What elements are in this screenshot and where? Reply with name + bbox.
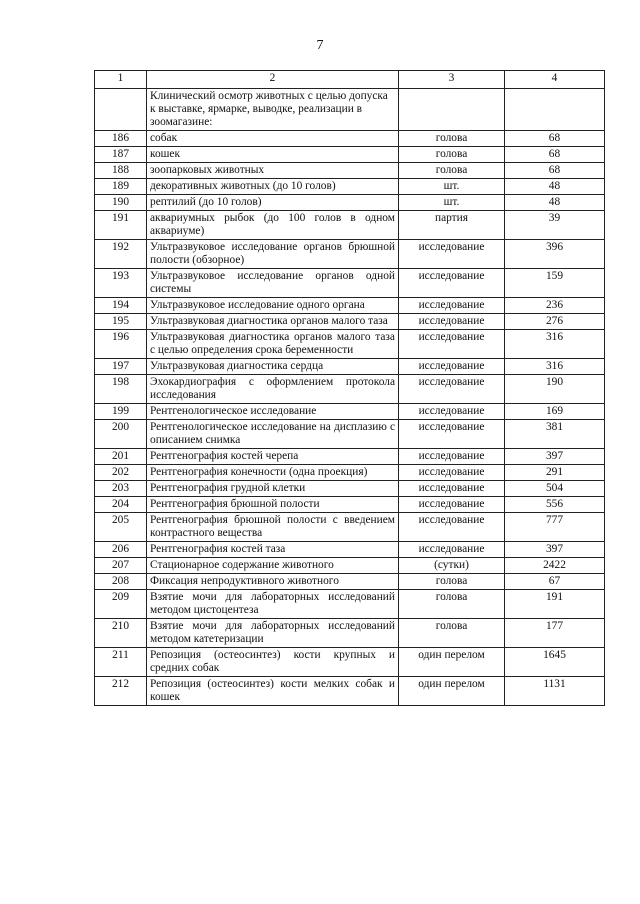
table-row (95, 542, 605, 558)
row-number: 208 (95, 574, 147, 590)
unit-cell: один перелом (399, 677, 505, 706)
price-cell: 504 (505, 481, 605, 497)
unit-cell: голова (399, 163, 505, 179)
price-cell: 291 (505, 465, 605, 481)
price-cell: 169 (505, 404, 605, 420)
unit-cell: исследование (399, 420, 505, 449)
unit-cell: исследование (399, 330, 505, 359)
row-number: 204 (95, 497, 147, 513)
page-number: 7 (316, 38, 324, 53)
header-row (95, 71, 605, 89)
intro-price-cell (505, 89, 605, 131)
unit-cell: исследование (399, 481, 505, 497)
row-number: 191 (95, 211, 147, 240)
price-cell: 556 (505, 497, 605, 513)
row-number: 210 (95, 619, 147, 648)
service-name: Ультразвуковое исследование органов одной системы (147, 269, 399, 298)
service-name: Репозиция (остеосинтез) кости мелких собак и кошек (147, 677, 399, 706)
price-cell: 777 (505, 513, 605, 542)
unit-cell: исследование (399, 240, 505, 269)
header-col-3: 3 (399, 71, 505, 89)
price-cell: 236 (505, 298, 605, 314)
unit-cell: исследование (399, 449, 505, 465)
unit-cell: исследование (399, 542, 505, 558)
row-number: 190 (95, 195, 147, 211)
service-name: кошек (147, 147, 399, 163)
service-name: Рентгенография брюшной полости с введением контрастного вещества (147, 513, 399, 542)
unit-cell: (сутки) (399, 558, 505, 574)
row-number: 193 (95, 269, 147, 298)
row-number: 189 (95, 179, 147, 195)
unit-cell: голова (399, 619, 505, 648)
unit-cell: исследование (399, 359, 505, 375)
price-cell: 68 (505, 131, 605, 147)
table-row (95, 147, 605, 163)
row-number: 199 (95, 404, 147, 420)
table-row (95, 481, 605, 497)
unit-cell: шт. (399, 179, 505, 195)
service-name: зоопарковых животных (147, 163, 399, 179)
price-cell: 397 (505, 449, 605, 465)
service-name: декоративных животных (до 10 голов) (147, 179, 399, 195)
row-number: 194 (95, 298, 147, 314)
price-cell: 48 (505, 195, 605, 211)
price-cell: 2422 (505, 558, 605, 574)
price-cell: 316 (505, 330, 605, 359)
unit-cell: шт. (399, 195, 505, 211)
price-cell: 177 (505, 619, 605, 648)
price-cell: 276 (505, 314, 605, 330)
unit-cell: исследование (399, 465, 505, 481)
row-number: 207 (95, 558, 147, 574)
service-name: Эхокардиография с оформлением протокола исследования (147, 375, 399, 404)
service-name: аквариумных рыбок (до 100 голов в одном аквариуме) (147, 211, 399, 240)
table-row (95, 449, 605, 465)
row-number: 200 (95, 420, 147, 449)
table-row (95, 330, 605, 359)
table-row (95, 359, 605, 375)
price-cell: 397 (505, 542, 605, 558)
row-number: 203 (95, 481, 147, 497)
table-row (95, 648, 605, 677)
unit-cell: голова (399, 147, 505, 163)
header-col-4: 4 (505, 71, 605, 89)
service-name: Ультразвуковое исследование одного органа (147, 298, 399, 314)
row-number: 198 (95, 375, 147, 404)
price-cell: 191 (505, 590, 605, 619)
price-cell: 396 (505, 240, 605, 269)
table-row (95, 314, 605, 330)
table-row (95, 513, 605, 542)
service-name: Репозиция (остеосинтез) кости крупных и средних собак (147, 648, 399, 677)
unit-cell: исследование (399, 269, 505, 298)
price-cell: 316 (505, 359, 605, 375)
row-number: 201 (95, 449, 147, 465)
table-row (95, 195, 605, 211)
table-row (95, 211, 605, 240)
table-row (95, 375, 605, 404)
row-number: 187 (95, 147, 147, 163)
row-number: 206 (95, 542, 147, 558)
row-number: 212 (95, 677, 147, 706)
service-name: Ультразвуковая диагностика органов малого таза (147, 314, 399, 330)
table-row (95, 404, 605, 420)
price-cell: 190 (505, 375, 605, 404)
service-name: Рентгенография брюшной полости (147, 497, 399, 513)
price-table (94, 70, 605, 706)
table-row (95, 420, 605, 449)
service-name: Взятие мочи для лабораторных исследований методом цистоцентеза (147, 590, 399, 619)
price-cell: 39 (505, 211, 605, 240)
row-number: 209 (95, 590, 147, 619)
price-cell: 159 (505, 269, 605, 298)
price-cell: 1645 (505, 648, 605, 677)
service-name: Стационарное содержание животного (147, 558, 399, 574)
unit-cell: исследование (399, 404, 505, 420)
table-row (95, 590, 605, 619)
intro-row (95, 89, 605, 131)
service-name: Рентгенография грудной клетки (147, 481, 399, 497)
service-name: собак (147, 131, 399, 147)
unit-cell: голова (399, 131, 505, 147)
price-cell: 68 (505, 147, 605, 163)
row-number: 197 (95, 359, 147, 375)
unit-cell: исследование (399, 375, 505, 404)
price-cell: 67 (505, 574, 605, 590)
unit-cell: голова (399, 574, 505, 590)
row-number: 202 (95, 465, 147, 481)
header-col-2: 2 (147, 71, 399, 89)
header-col-1: 1 (95, 71, 147, 89)
table-row (95, 131, 605, 147)
unit-cell: голова (399, 590, 505, 619)
table-row (95, 465, 605, 481)
row-number: 195 (95, 314, 147, 330)
row-number: 186 (95, 131, 147, 147)
table-row (95, 163, 605, 179)
intro-unit-cell (399, 89, 505, 131)
intro-text: Клинический осмотр животных с целью допуска к выставке, ярмарке, выводке, реализации в зоомагазине: (147, 89, 399, 131)
service-name: Рентгенография костей таза (147, 542, 399, 558)
row-number: 196 (95, 330, 147, 359)
intro-number-cell (95, 89, 147, 131)
service-name: Рентгенография костей черепа (147, 449, 399, 465)
table-row (95, 619, 605, 648)
row-number: 211 (95, 648, 147, 677)
table-row (95, 558, 605, 574)
service-name: Взятие мочи для лабораторных исследований методом катетеризации (147, 619, 399, 648)
unit-cell: исследование (399, 314, 505, 330)
unit-cell: исследование (399, 497, 505, 513)
row-number: 188 (95, 163, 147, 179)
service-name: Фиксация непродуктивного животного (147, 574, 399, 590)
table-row (95, 497, 605, 513)
price-cell: 381 (505, 420, 605, 449)
unit-cell: партия (399, 211, 505, 240)
table-row (95, 677, 605, 706)
table-row (95, 240, 605, 269)
table-row (95, 179, 605, 195)
price-cell: 1131 (505, 677, 605, 706)
unit-cell: исследование (399, 513, 505, 542)
service-name: Рентгенография конечности (одна проекция) (147, 465, 399, 481)
table-row (95, 269, 605, 298)
service-name: Ультразвуковая диагностика органов малого таза с целью определения срока беременности (147, 330, 399, 359)
service-name: Ультразвуковая диагностика сердца (147, 359, 399, 375)
service-name: Ультразвуковое исследование органов брюшной полости (обзорное) (147, 240, 399, 269)
row-number: 192 (95, 240, 147, 269)
table-row (95, 298, 605, 314)
unit-cell: один перелом (399, 648, 505, 677)
service-name: рептилий (до 10 голов) (147, 195, 399, 211)
table-row (95, 574, 605, 590)
price-cell: 48 (505, 179, 605, 195)
price-cell: 68 (505, 163, 605, 179)
service-name: Рентгенологическое исследование на дисплазию с описанием снимка (147, 420, 399, 449)
row-number: 205 (95, 513, 147, 542)
unit-cell: исследование (399, 298, 505, 314)
service-name: Рентгенологическое исследование (147, 404, 399, 420)
